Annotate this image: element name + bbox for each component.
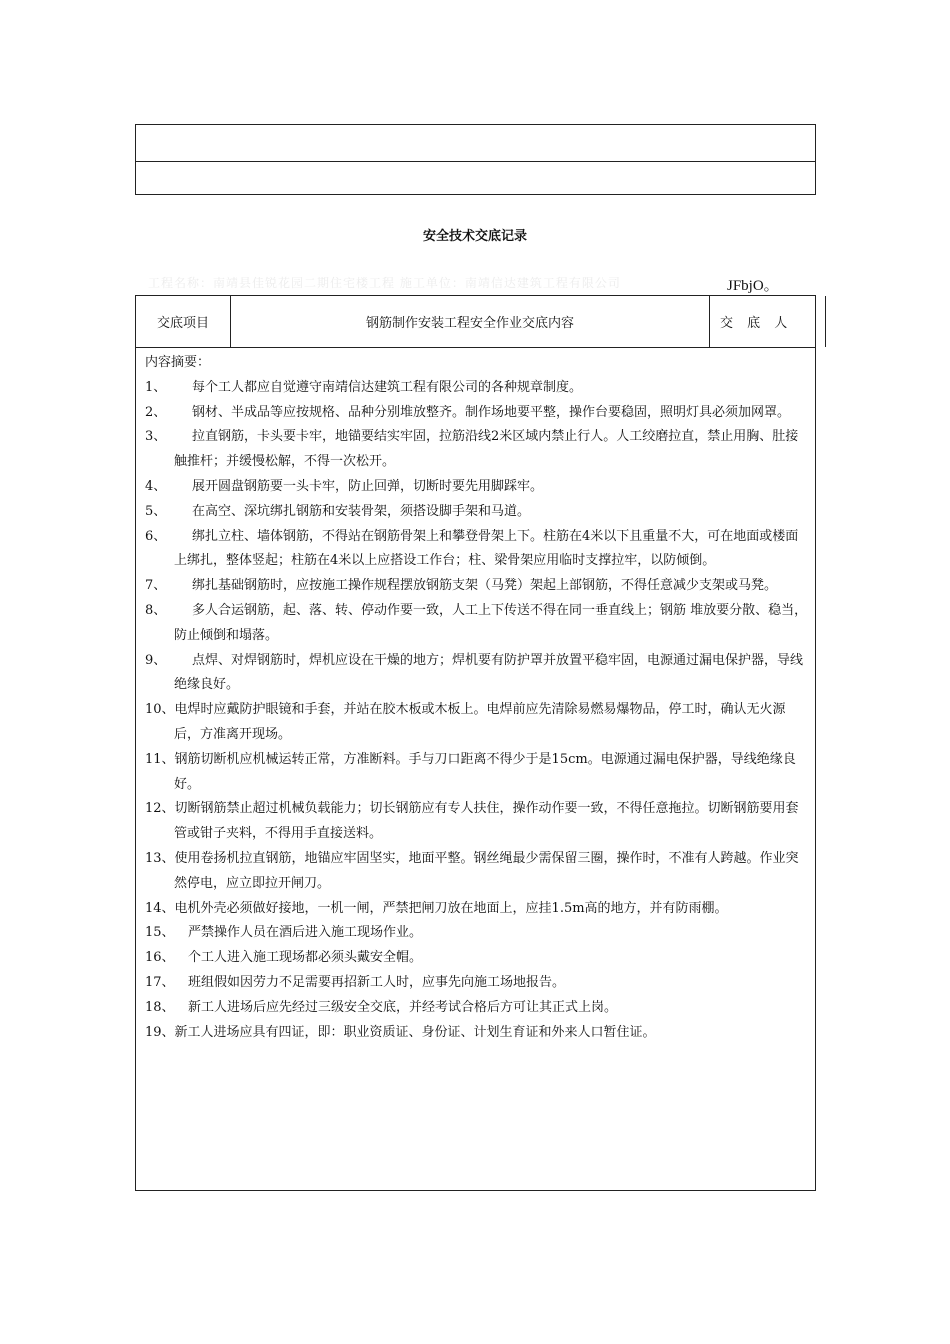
list-item-text: 钢筋切断机应机械运转正常，方准断料。手与刀口距离不得少于是15cm。电源通过漏电保护器，导线绝缘良好。 — [174, 751, 796, 792]
list-item-number: 17、 — [145, 974, 175, 990]
record-header-row — [136, 296, 815, 348]
list-item-number: 13、 — [145, 850, 175, 866]
list-item — [145, 847, 808, 897]
list-item-number: 16、 — [145, 950, 175, 966]
list-item — [145, 971, 808, 996]
list-item-text: 新工人进场后应先经过三级安全交底，并经考试合格后方可让其正式上岗。 — [188, 999, 618, 1015]
list-item — [145, 1021, 808, 1046]
list-item-text: 点焊、对焊钢筋时，焊机应设在干燥的地方；焊机要有防护罩并放置平稳牢固，电源通过漏电保护器，导线绝缘良好。 — [174, 652, 804, 693]
document-code: JFbjO。 — [727, 278, 779, 294]
list-item — [145, 996, 808, 1021]
list-item-number: 3、 — [145, 429, 167, 445]
list-item-number: 9、 — [145, 652, 167, 668]
list-item-text: 电焊时应戴防护眼镜和手套，并站在胶木板或木板上。电焊前应先清除易燃易爆物品，停工时，确认无火源后，方准离开现场。 — [174, 702, 786, 742]
content-summary — [145, 351, 808, 1045]
list-item-number: 6、 — [145, 528, 167, 544]
list-item-number: 1、 — [145, 379, 167, 395]
list-item-number: 2、 — [145, 404, 167, 420]
list-item — [145, 475, 808, 500]
list-item-number: 14、 — [145, 900, 175, 916]
list-item — [145, 797, 808, 847]
list-item-number: 8、 — [145, 602, 167, 618]
content-list — [145, 376, 808, 1046]
list-item-number: 4、 — [145, 478, 167, 494]
list-item-number: 18、 — [145, 999, 175, 1015]
list-item-text: 切断钢筋禁止超过机械负载能力；切长钢筋应有专人扶住，操作动作要一致，不得任意拖拉。切断钢筋要用套管或钳子夹料，不得用手直接送料。 — [174, 801, 799, 842]
list-item-text: 在高空、深坑绑扎钢筋和安装骨架，须搭设脚手架和马道。 — [192, 503, 531, 519]
item-value-cell: 钢筋制作安装工程安全作业交底内容 — [231, 296, 710, 347]
list-item — [145, 748, 808, 798]
page-title: 安全技术交底记录 — [422, 229, 527, 244]
list-item — [145, 897, 808, 922]
list-item-number: 11、 — [145, 751, 175, 767]
list-item-text: 展开圆盘钢筋要一头卡牢，防止回弹，切断时要先用脚踩牢。 — [192, 478, 544, 494]
list-item-number: 10、 — [145, 702, 175, 718]
list-item — [145, 921, 808, 946]
top-table-row-1 — [136, 125, 815, 162]
summary-label: 内容摘要： — [145, 355, 211, 370]
list-item — [145, 574, 808, 599]
list-item-text: 严禁操作人员在酒后进入施工现场作业。 — [188, 925, 423, 941]
faint-project-line: 工程名称：南靖县佳锐花园二期住宅楼工程 施工单位：南靖信达建筑工程有限公司 — [148, 276, 621, 290]
list-item — [145, 698, 808, 748]
list-item-text: 电机外壳必须做好接地，一机一闸，严禁把闸刀放在地面上，应挂1.5m高的地方，并有防雨棚。 — [174, 900, 728, 916]
list-item-number: 19、 — [145, 1024, 175, 1040]
list-item-number: 5、 — [145, 503, 167, 519]
list-item-text: 每个工人都应自觉遵守南靖信达建筑工程有限公司的各种规章制度。 — [192, 379, 583, 395]
person-label-cell — [710, 296, 826, 347]
list-item-text: 个工人进入施工现场都必须头戴安全帽。 — [188, 950, 423, 966]
list-item — [145, 525, 808, 575]
list-item — [145, 425, 808, 475]
list-item-text: 新工人进场应具有四证，即：职业资质证、身份证、计划生育证和外来人口暂住证。 — [174, 1024, 656, 1040]
list-item-text: 使用卷扬机拉直钢筋，地锚应牢固坚实，地面平整。钢丝绳最少需保留三圈，操作时，不准有人跨越。作业突然停电，应立即拉开闸刀。 — [174, 850, 799, 891]
list-item-number: 15、 — [145, 925, 175, 941]
list-item-text: 拉直钢筋，卡头要卡牢，地锚要结实牢固，拉筋沿线2米区域内禁止行人。人工绞磨拉直，禁止用胸、肚接触推杆；并缓慢松解，不得一次松开。 — [174, 429, 799, 470]
list-item-text: 绑扎基础钢筋时，应按施工操作规程摆放钢筋支架（马凳）架起上部钢筋，不得任意减少支架或马凳。 — [192, 578, 778, 594]
record-table — [135, 295, 816, 1191]
list-item-text: 钢材、半成品等应按规格、品种分别堆放整齐。制作场地要平整，操作台要稳固，照明灯具必须加网罩。 — [192, 404, 791, 420]
list-item-number: 7、 — [145, 578, 167, 594]
list-item — [145, 599, 808, 649]
list-item — [145, 376, 808, 401]
item-label-cell: 交底项目 — [136, 296, 231, 347]
list-item — [145, 946, 808, 971]
list-item-text: 班组假如因劳力不足需要再招新工人时，应事先向施工场地报告。 — [188, 974, 566, 990]
top-empty-table — [135, 124, 816, 195]
list-item — [145, 401, 808, 426]
list-item-text: 多人合运钢筋，起、落、转、停动作要一致，人工上下传送不得在同一垂直线上；钢筋 堆放要分散、稳当，防止倾倒和塌落。 — [174, 602, 808, 643]
list-item-text: 绑扎立柱、墙体钢筋，不得站在钢筋骨架上和攀登骨架上下。柱筋在4米以下且重量不大，可在地面或楼面上绑扎，整体竖起；柱筋在4米以上应搭设工作台；柱、梁骨架应用临时支撑拉牢，以防倾倒。 — [174, 528, 799, 569]
list-item — [145, 500, 808, 525]
list-item-number: 12、 — [145, 801, 175, 817]
person-label: 交 底 人 — [720, 316, 788, 331]
list-item — [145, 649, 808, 699]
